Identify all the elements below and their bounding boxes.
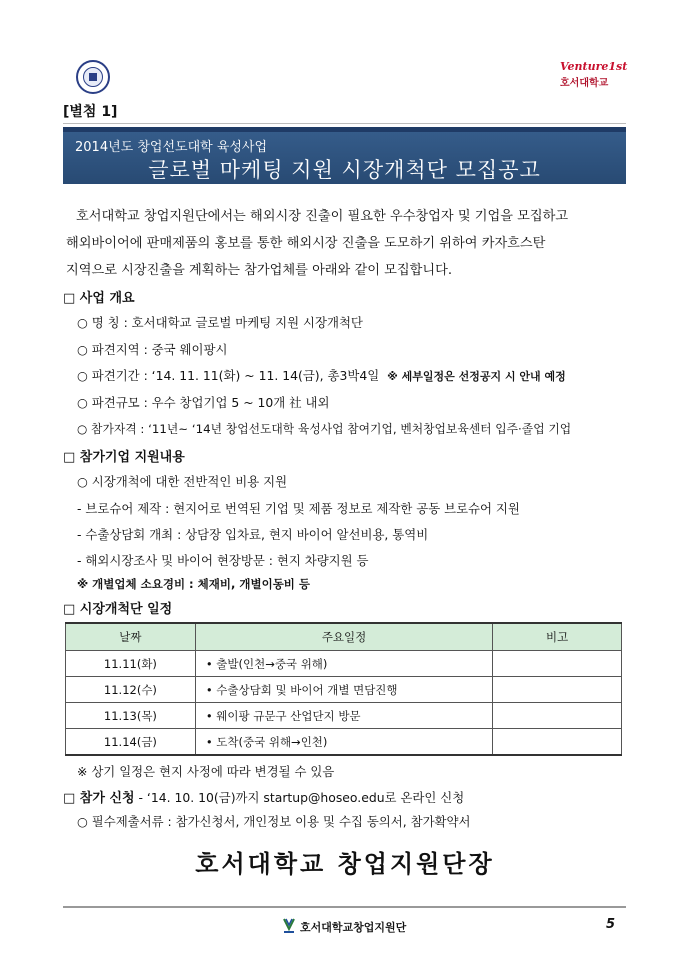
- support-item: - 해외시장조사 및 바이어 현장방문 : 현지 차량지원 등: [77, 553, 369, 568]
- schedule-date: 11.12(수): [66, 677, 196, 703]
- schedule-header-row: [66, 623, 622, 651]
- schedule-note: [493, 703, 622, 729]
- overview-period-text: ○ 파견기간 : ‘14. 11. 11(화) ~ 11. 14(금), 총3박4일: [77, 368, 380, 383]
- schedule-note: [493, 651, 622, 677]
- apply-required-docs: ○ 필수제출서류 : 참가신청서, 개인정보 이용 및 수집 동의서, 참가확약서: [77, 814, 471, 829]
- title-banner: [63, 127, 626, 184]
- venture-1st-logo-text: Venture1st: [560, 60, 628, 73]
- schedule-event: • 도착(중국 위해→인천): [195, 729, 492, 756]
- section-apply-title: □ 참가 신청: [63, 791, 135, 806]
- table-row: [66, 703, 622, 729]
- hoseo-startup-logo-icon: [282, 917, 296, 935]
- intro-line: 호서대학교 창업지원단에서는 해외시장 진출이 필요한 우수창업자 및 기업을 모집하고: [76, 209, 569, 224]
- schedule-footnote: ※ 상기 일정은 현지 사정에 따라 변경될 수 있음: [77, 764, 335, 779]
- schedule-date: 11.14(금): [66, 729, 196, 756]
- overview-eligibility: ○ 참가자격 : ‘11년~ ‘14년 창업선도대학 육성사업 참여기업, 벤처창업보육센터 입주·졸업 기업: [77, 422, 572, 436]
- venture-1st-logo: [560, 60, 628, 94]
- schedule-table: [65, 622, 622, 756]
- schedule-date: 11.11(화): [66, 651, 196, 677]
- footer-org: 호서대학교창업지원단: [300, 921, 407, 934]
- schedule-date: 11.13(목): [66, 703, 196, 729]
- page-number: 5: [606, 917, 616, 932]
- overview-scale: ○ 파견규모 : 우수 창업기업 5 ~ 10개 社 내외: [77, 395, 330, 410]
- column-header-note: 비고: [493, 623, 622, 651]
- column-header-date: 날짜: [66, 623, 196, 651]
- intro-line: 지역으로 시장진출을 계획하는 참가업체를 아래와 같이 모집합니다.: [66, 263, 453, 278]
- table-row: [66, 677, 622, 703]
- section-overview-title: □ 사업 개요: [63, 291, 135, 306]
- schedule-event: • 수출상담회 및 바이어 개별 면담진행: [195, 677, 492, 703]
- overview-period-note: ※ 세부일정은 선정공지 시 안내 예정: [387, 370, 566, 383]
- support-note: ※ 개별업체 소요경비 : 체재비, 개별이동비 등: [77, 577, 311, 591]
- table-row: [66, 729, 622, 756]
- support-item: - 브로슈어 제작 : 현지어로 번역된 기업 및 제품 정보로 제작한 공동 브로슈어 지원: [77, 501, 520, 516]
- apply-detail: - ‘14. 10. 10(금)까지 startup@hoseo.edu로 온라인 신청: [134, 790, 465, 805]
- schedule-note: [493, 729, 622, 756]
- signature: 호서대학교 창업지원단장: [195, 850, 495, 878]
- attachment-label: [별첨 1]: [63, 104, 118, 120]
- column-header-event: 주요일정: [195, 623, 492, 651]
- schedule-note: [493, 677, 622, 703]
- header-divider: [63, 123, 626, 124]
- overview-period: [77, 366, 566, 384]
- overview-region: ○ 파견지역 : 중국 웨이팡시: [77, 342, 228, 357]
- section-schedule-title: □ 시장개척단 일정: [63, 602, 173, 617]
- banner-subtitle: 2014년도 창업선도대학 육성사업: [75, 140, 268, 155]
- support-item: ○ 시장개척에 대한 전반적인 비용 지원: [77, 474, 288, 489]
- intro-line: 해외바이어에 판매제품의 홍보를 통한 해외시장 진출을 도모하기 위하여 카자흐스탄: [66, 236, 546, 251]
- section-support-title: □ 참가기업 지원내용: [63, 450, 185, 465]
- schedule-event: • 웨이팡 규문구 산업단지 방문: [195, 703, 492, 729]
- schedule-event: • 출발(인천→중국 위해): [195, 651, 492, 677]
- intro-paragraph: [66, 203, 628, 284]
- banner-title: 글로벌 마케팅 지원 시장개척단 모집공고: [148, 158, 541, 182]
- university-seal-icon: [76, 60, 110, 94]
- support-item: - 수출상담회 개최 : 상담장 입차료, 현지 바이어 알선비용, 통역비: [77, 527, 429, 542]
- section-apply: [63, 787, 464, 806]
- table-row: [66, 651, 622, 677]
- overview-name: ○ 명 칭 : 호서대학교 글로벌 마케팅 지원 시장개척단: [77, 315, 363, 330]
- footer-divider: [63, 906, 626, 908]
- hoseo-logo-text: 호서대학교: [560, 78, 609, 89]
